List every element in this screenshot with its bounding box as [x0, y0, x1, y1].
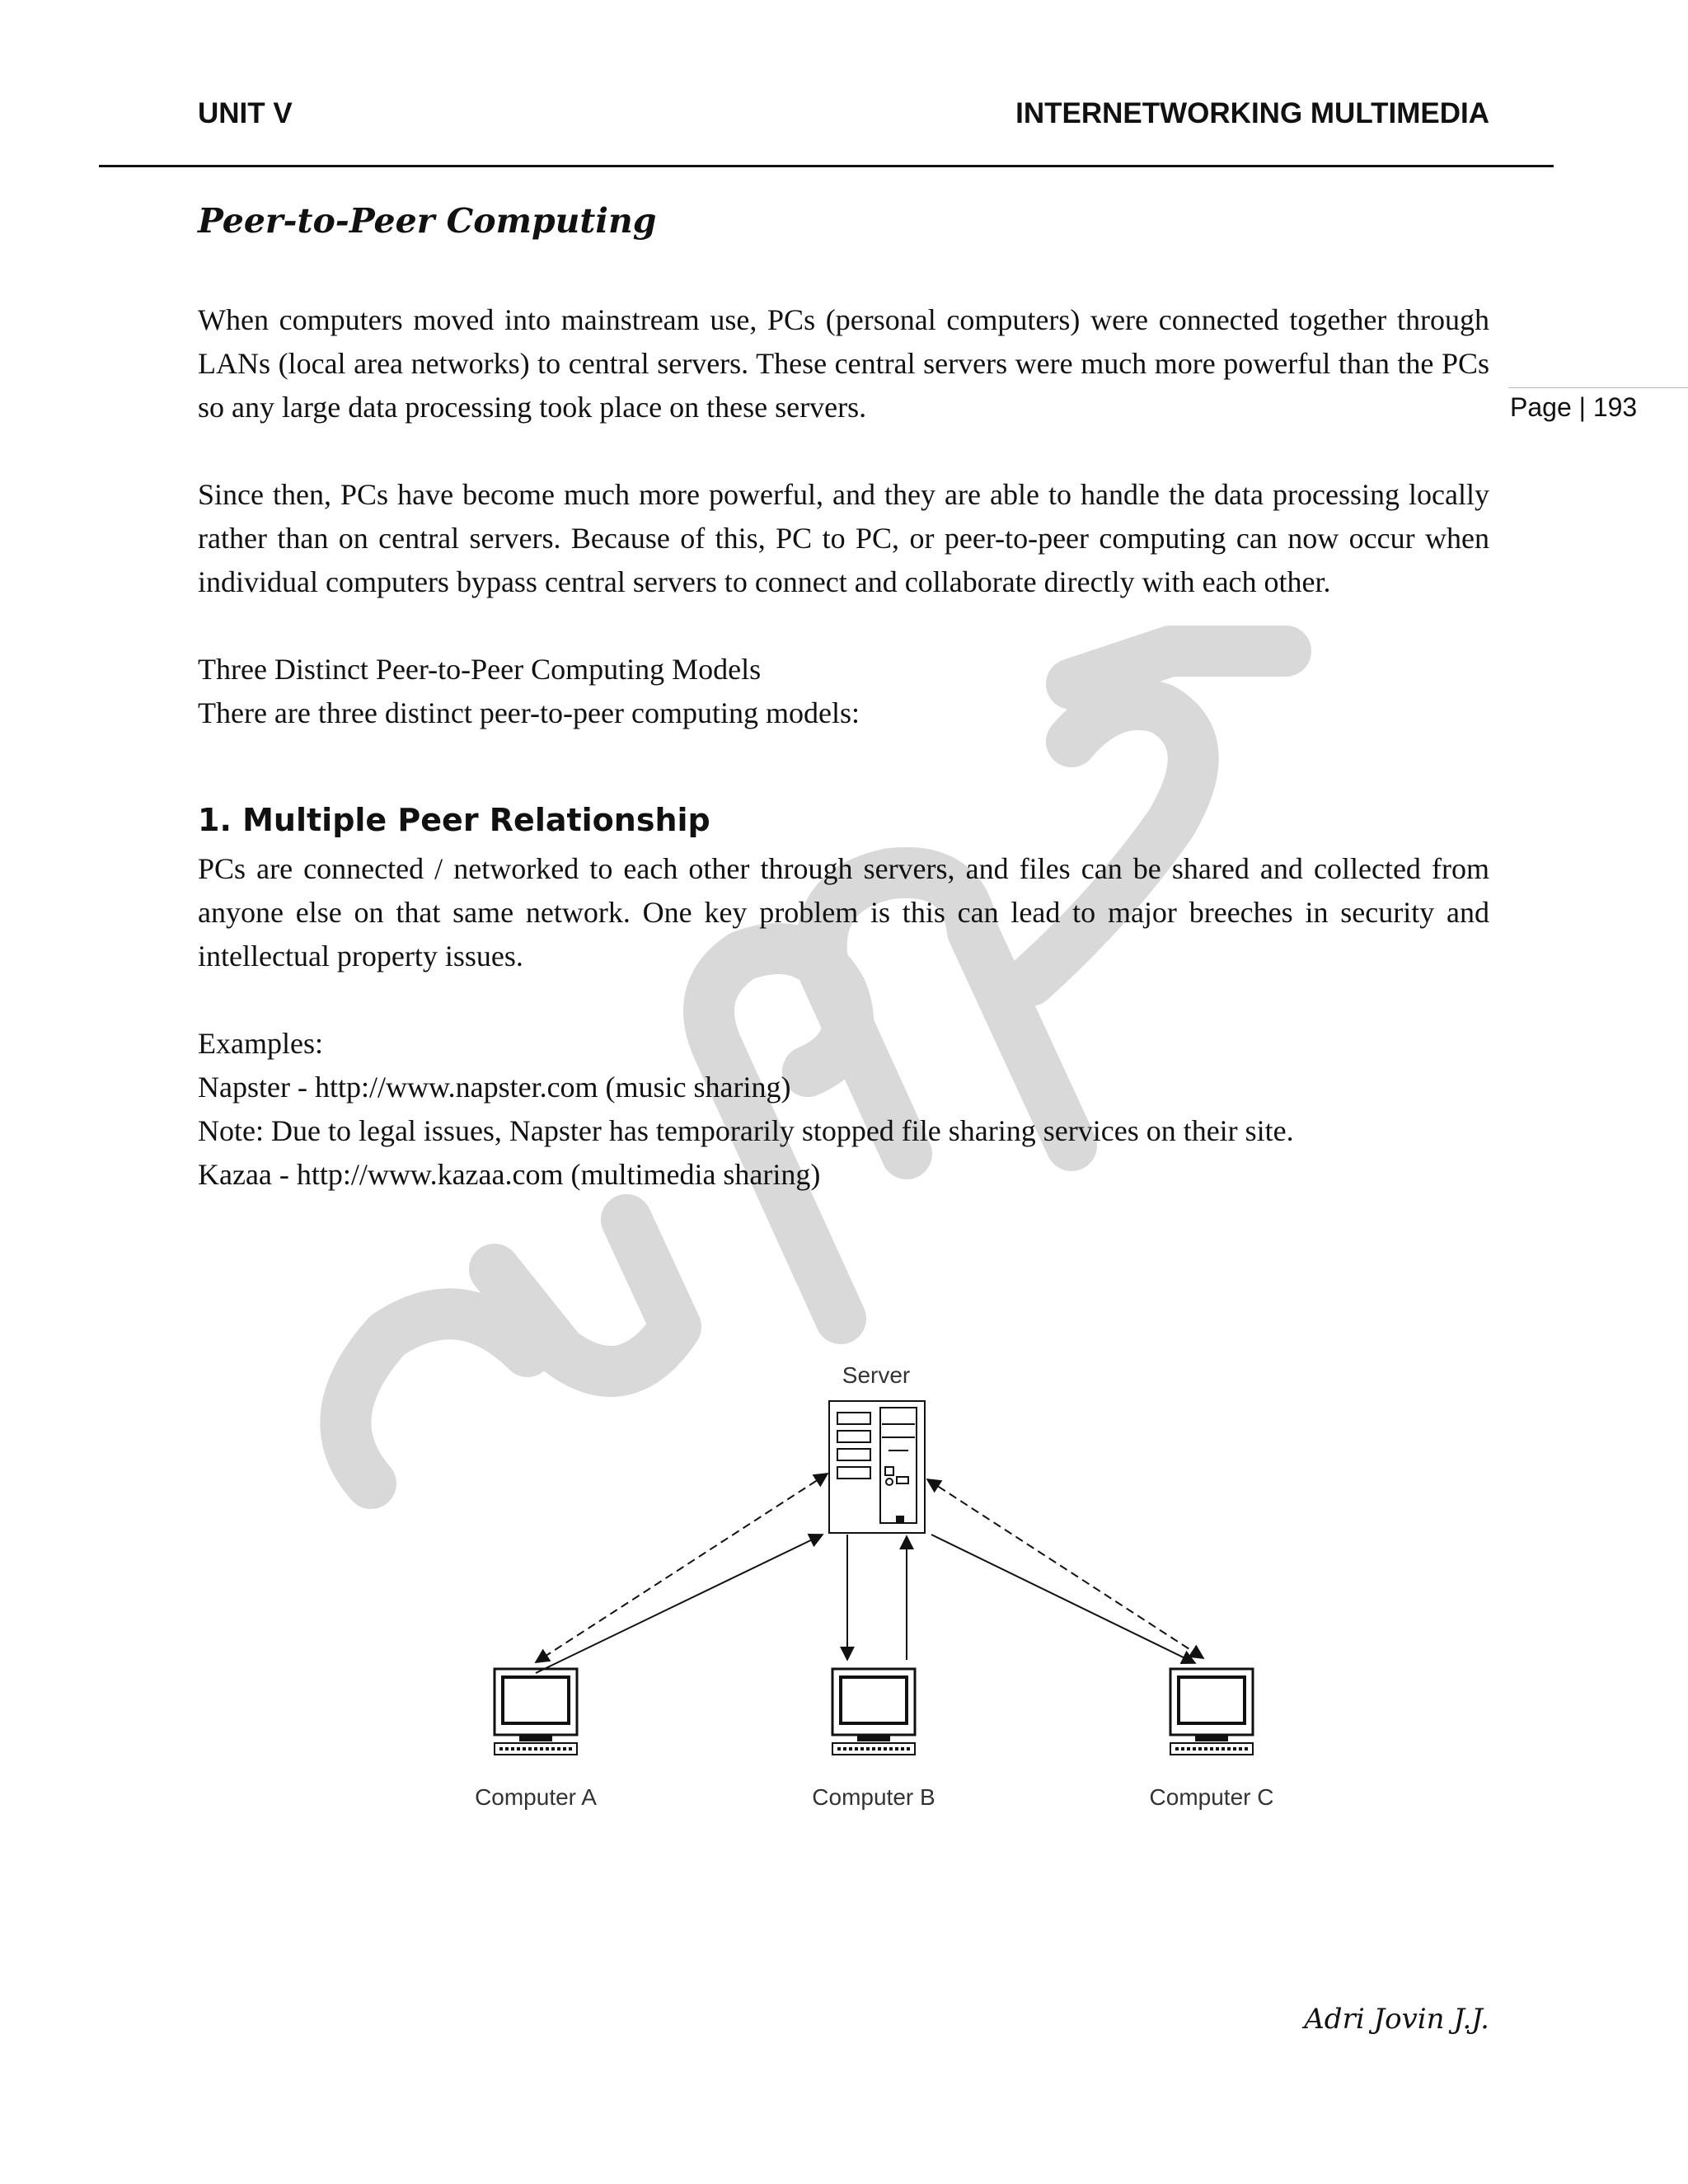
- server-label: Server: [842, 1362, 911, 1388]
- computer-c-icon: [1170, 1669, 1253, 1755]
- multiple-peer-paragraph: PCs are connected / networked to each other through servers, and files can be shared and collected from anyone else on that same network. One key problem is this can lead to major breeches in security and intellectual property issues.: [198, 852, 1489, 972]
- page-number: Page | 193: [1510, 392, 1638, 422]
- computer-a-label: Computer A: [475, 1784, 597, 1810]
- models-intro: There are three distinct peer-to-peer computing models:: [198, 696, 860, 729]
- subsection-title: 1. Multiple Peer Relationship: [198, 802, 710, 838]
- author-signature: Adri Jovin J.J.: [1304, 2003, 1489, 2036]
- computer-b-icon: [832, 1669, 915, 1755]
- examples-label: Examples:: [198, 1027, 323, 1060]
- peer-network-diagram: [445, 1343, 1319, 1821]
- evolution-paragraph: Since then, PCs have become much more powerful, and they are able to handle the data processing locally rather than on central servers. Because of this, PC to PC, or peer-to-peer computing can now occur when individual computers bypass central servers to connect and collaborate directly with each other.: [198, 478, 1489, 598]
- connection-lines: [536, 1474, 1203, 1673]
- unit-label: UNIT V: [198, 97, 293, 129]
- server-icon: [829, 1401, 925, 1533]
- computer-b-label: Computer B: [812, 1784, 935, 1810]
- computer-c-label: Computer C: [1149, 1784, 1274, 1810]
- section-title: Peer-to-Peer Computing: [198, 201, 657, 241]
- subject-title: INTERNETWORKING MULTIMEDIA: [1015, 97, 1489, 129]
- example-kazaa: Kazaa - http://www.kazaa.com (multimedia sharing): [198, 1158, 821, 1191]
- page-content: [198, 191, 1489, 1197]
- models-heading: Three Distinct Peer-to-Peer Computing Models: [198, 653, 762, 686]
- example-napster: Napster - http://www.napster.com (music sharing): [198, 1071, 791, 1104]
- header-divider: [99, 165, 1554, 167]
- page-number-divider: [1508, 387, 1688, 388]
- intro-paragraph: When computers moved into mainstream use, PCs (personal computers) were connected together through LANs (local area networks) to central servers. These central servers were much more powerful than the PCs so any large data processing took place on these servers.: [198, 303, 1489, 424]
- example-napster-note: Note: Due to legal issues, Napster has temporarily stopped file sharing services on their site.: [198, 1114, 1294, 1147]
- computer-a-icon: [495, 1669, 577, 1755]
